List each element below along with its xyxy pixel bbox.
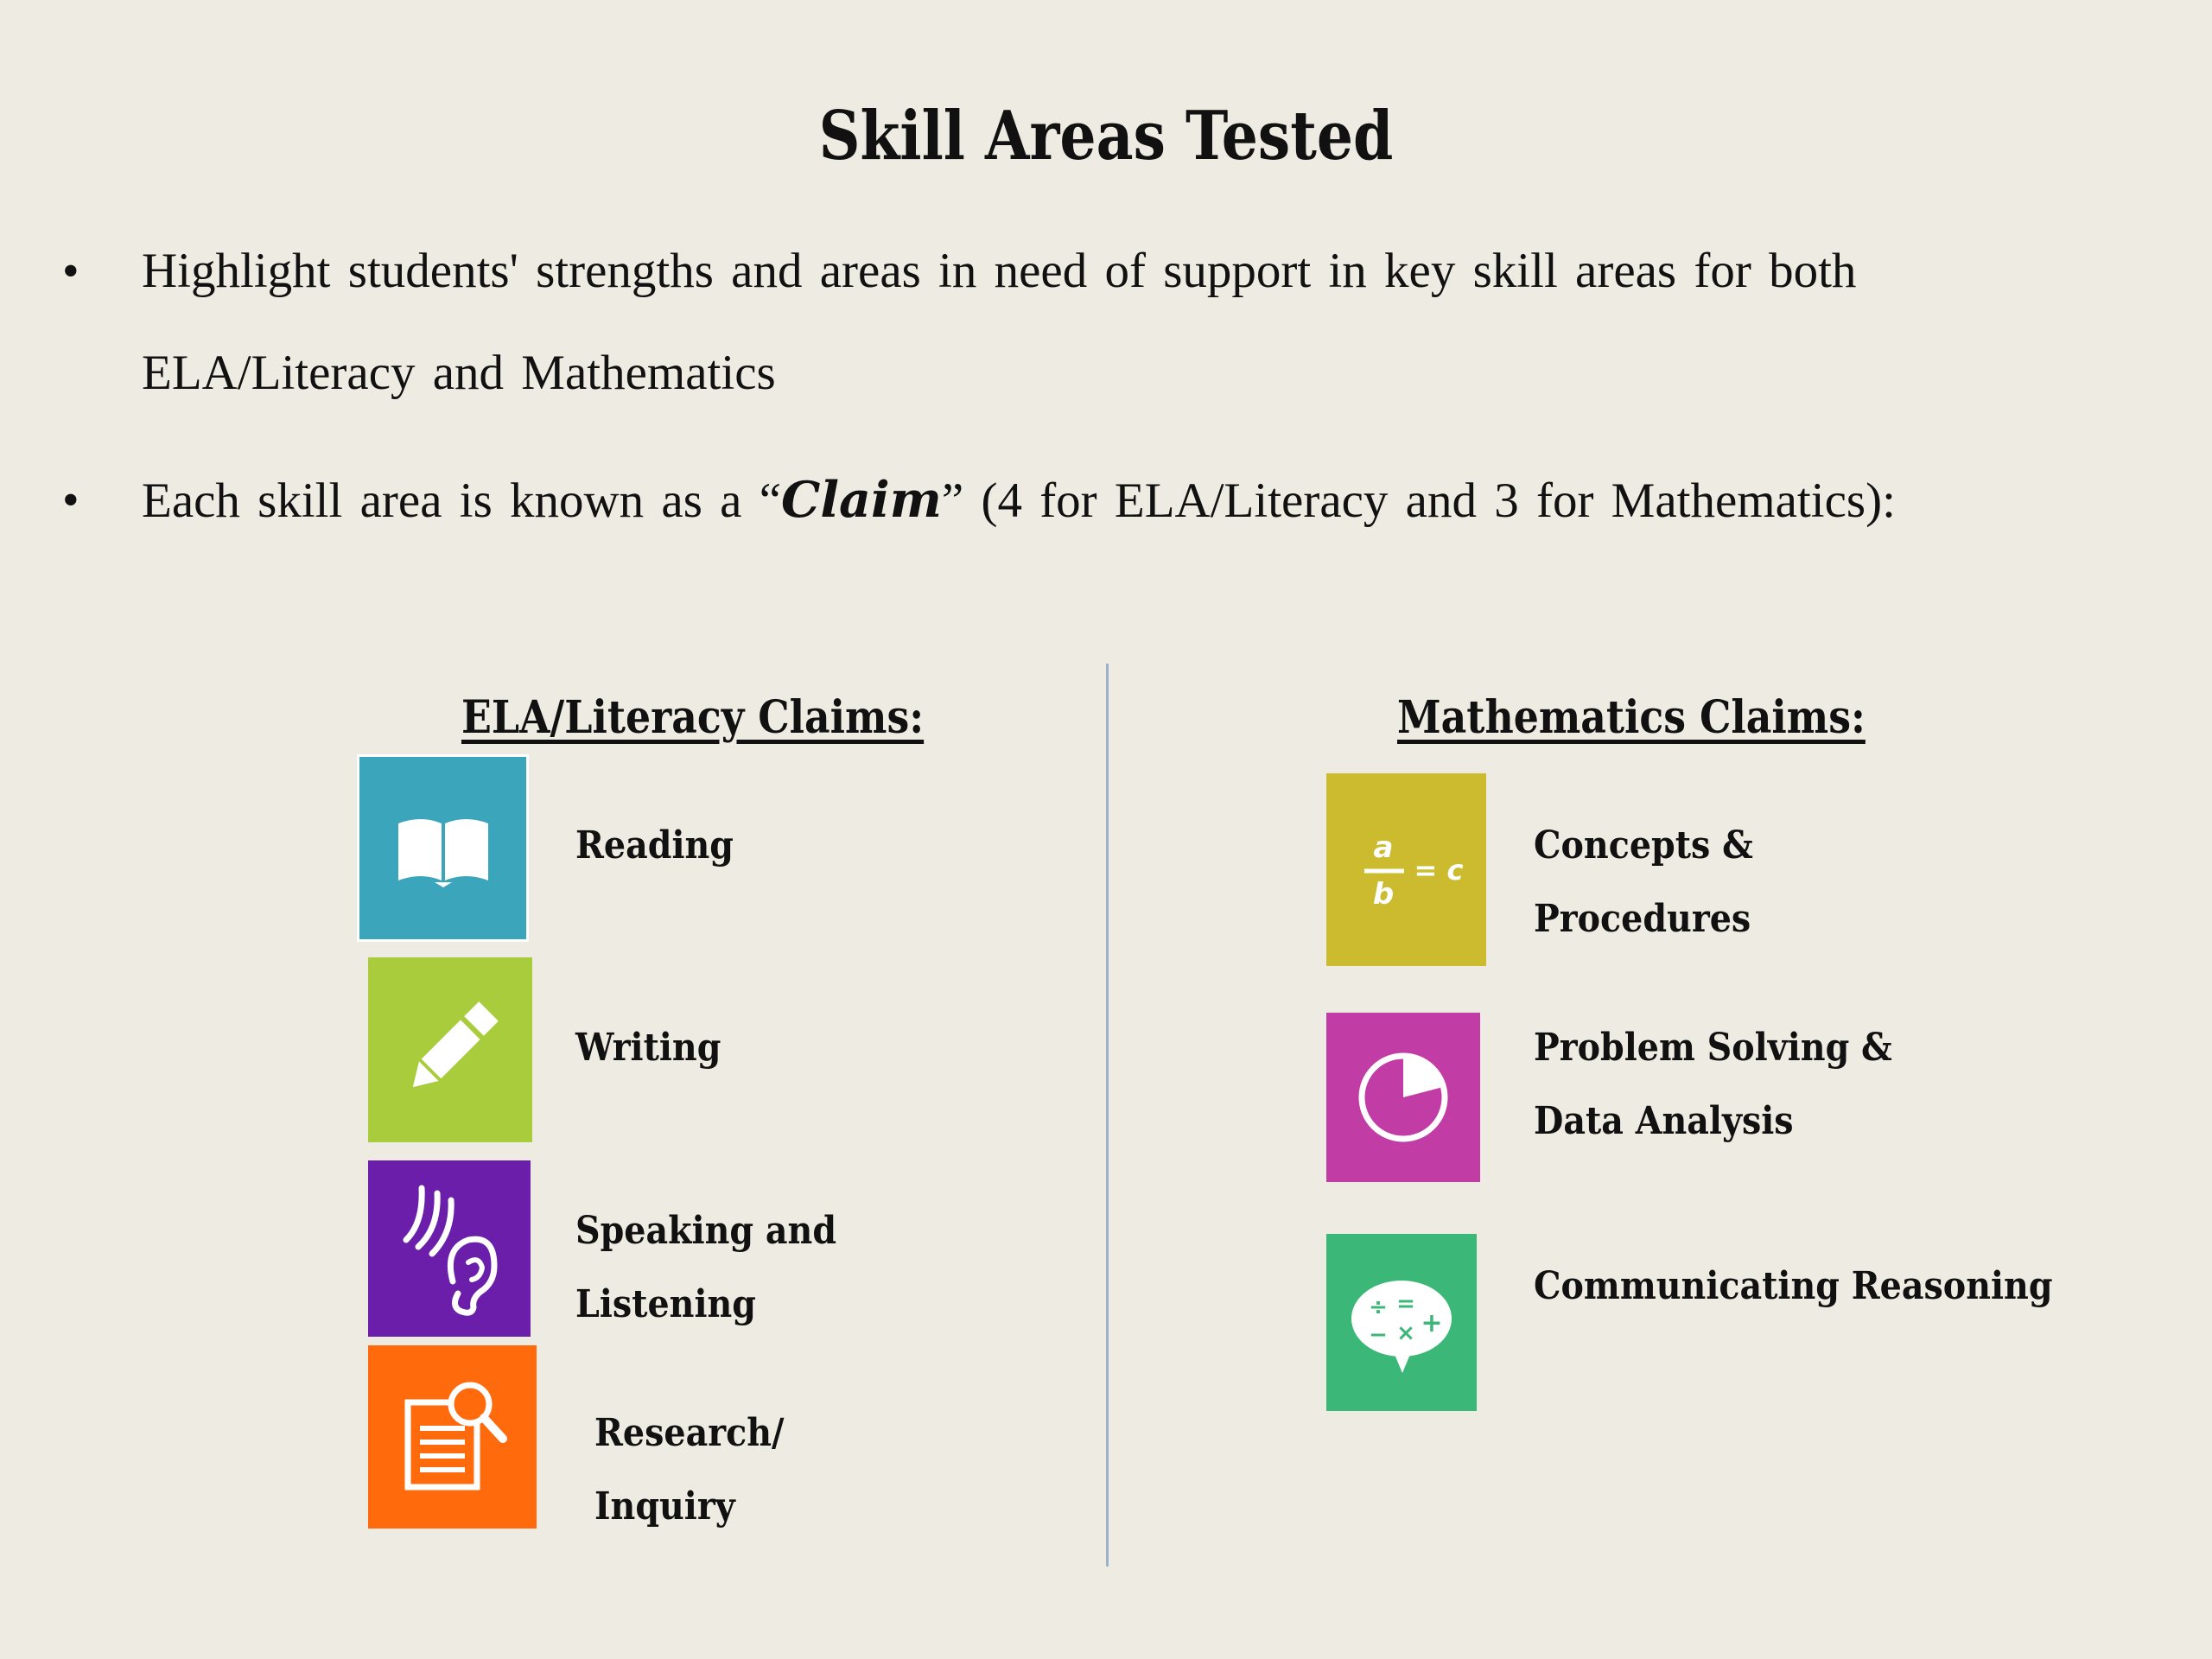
claim-label-line: Listening bbox=[575, 1282, 756, 1326]
claim-label-line: Reading bbox=[575, 823, 734, 868]
ela-claims-heading: ELA/Literacy Claims: bbox=[461, 691, 925, 744]
svg-text:+: + bbox=[1421, 1307, 1443, 1338]
claim-label-line: Communicating Reasoning bbox=[1534, 1264, 2053, 1308]
math-claims-heading: Mathematics Claims: bbox=[1397, 691, 1866, 744]
document-search-icon bbox=[368, 1345, 537, 1529]
claim-label-writing bbox=[575, 1011, 721, 1084]
bullet-text-before: Each skill area is known as a “ bbox=[142, 474, 781, 528]
ear-sound-icon bbox=[368, 1160, 531, 1337]
fraction-icon bbox=[1326, 773, 1486, 966]
svg-text:÷: ÷ bbox=[1369, 1294, 1388, 1320]
claim-label-line: Writing bbox=[575, 1026, 721, 1070]
svg-text:−: − bbox=[1369, 1321, 1388, 1348]
claim-label-line: Problem Solving & bbox=[1534, 1026, 1892, 1070]
pie-chart-icon bbox=[1326, 1013, 1480, 1182]
bullet-line: Highlight students' strengths and areas in need of support in key skill areas for both bbox=[142, 244, 1857, 298]
claim-label-line: Speaking and bbox=[575, 1209, 837, 1253]
claim-label-line: Data Analysis bbox=[1534, 1099, 1794, 1143]
pencil-icon bbox=[368, 957, 532, 1142]
math-speech-bubble-icon bbox=[1326, 1234, 1477, 1411]
bullet-line bbox=[142, 449, 1996, 552]
claim-label-problem-solving bbox=[1534, 1011, 1892, 1158]
open-book-icon bbox=[359, 757, 526, 939]
bullet-dot-icon: • bbox=[62, 474, 79, 527]
claim-label-line: Inquiry bbox=[594, 1484, 735, 1529]
svg-text:×: × bbox=[1396, 1319, 1415, 1346]
page-title: Skill Areas Tested bbox=[818, 97, 1394, 175]
bullet-item bbox=[52, 220, 1996, 424]
bullet-dot-icon: • bbox=[62, 245, 79, 298]
svg-text:=: = bbox=[1396, 1290, 1415, 1317]
column-divider bbox=[1106, 664, 1109, 1567]
claim-word: Claim bbox=[781, 471, 942, 529]
claim-label-line: Concepts & bbox=[1534, 823, 1753, 868]
claim-label-line: Procedures bbox=[1534, 897, 1751, 941]
bullet-text-after: ” (4 for ELA/Literacy and 3 for Mathematics): bbox=[941, 474, 1896, 528]
claim-label-research-inquiry bbox=[594, 1396, 784, 1543]
bullet-line: ELA/Literacy and Mathematics bbox=[142, 346, 776, 400]
fraction-denominator: b bbox=[1372, 876, 1394, 912]
claim-label-concepts-procedures bbox=[1534, 809, 1753, 956]
fraction-numerator: a bbox=[1373, 830, 1393, 865]
claim-label-reading bbox=[575, 809, 734, 882]
fraction-result: = c bbox=[1414, 853, 1463, 887]
claim-label-speaking-listening bbox=[575, 1194, 836, 1341]
bullet-item bbox=[52, 449, 1996, 552]
claim-label-line: Research/ bbox=[594, 1411, 785, 1455]
claim-label-communicating-reasoning bbox=[1534, 1249, 2053, 1323]
